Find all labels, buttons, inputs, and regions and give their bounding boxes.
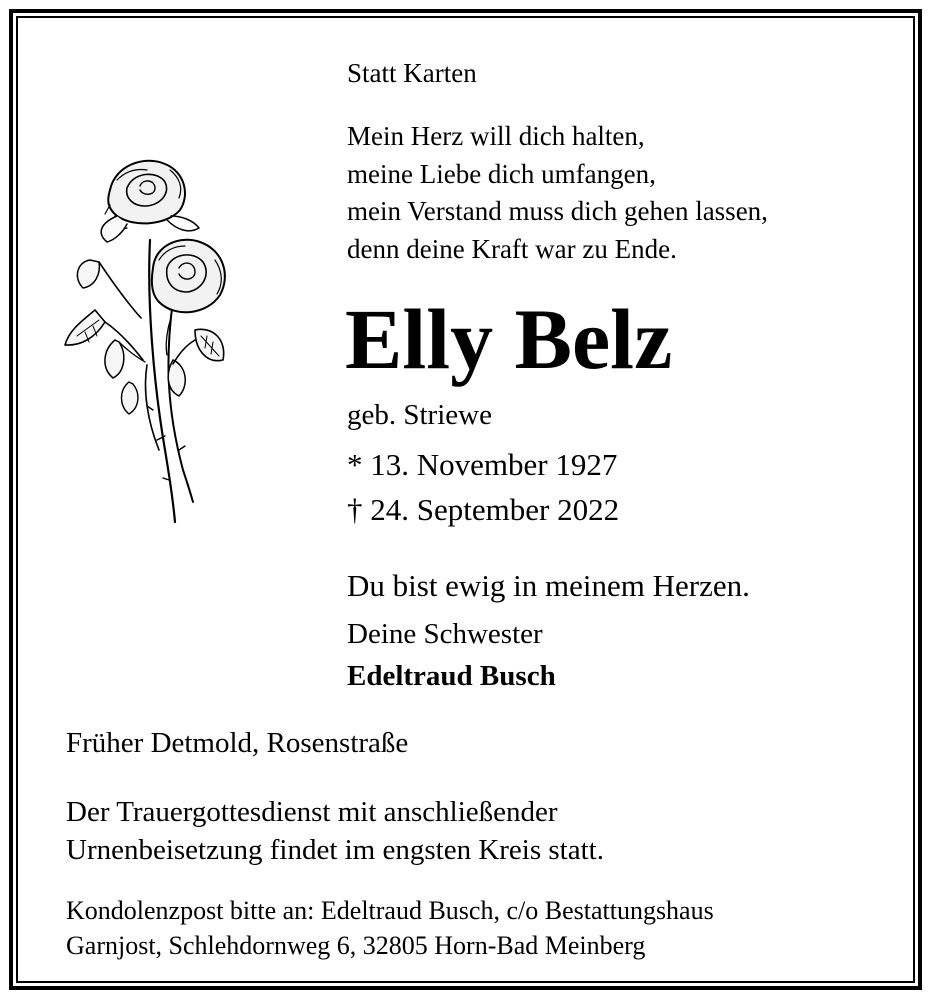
notice-header: Statt Karten	[347, 58, 477, 88]
poem-line: denn deine Kraft war zu Ende.	[347, 233, 677, 264]
poem-line: Mein Herz will dich halten,	[347, 121, 645, 151]
poem	[347, 118, 867, 268]
service-line: Der Trauergottesdienst mit anschließender	[66, 796, 558, 828]
birth-name: geb. Striewe	[347, 399, 492, 431]
rose-illustration	[55, 150, 240, 530]
service-line: Urnenbeisetzung findet im engsten Kreis statt.	[66, 834, 604, 866]
deceased-name: Elly Belz	[345, 291, 673, 387]
death-date: † 24. September 2022	[347, 492, 620, 527]
service-info	[66, 793, 886, 869]
condolence-address	[66, 893, 886, 963]
condolence-line: Garnjost, Schlehdornweg 6, 32805 Horn-Bad Meinberg	[66, 931, 646, 960]
poem-line: mein Verstand muss dich gehen lassen,	[347, 196, 768, 226]
signature-intro: Deine Schwester	[347, 618, 543, 650]
signature-name: Edeltraud Busch	[347, 660, 556, 692]
former-address: Früher Detmold, Rosenstraße	[66, 727, 409, 759]
condolence-line: Kondolenzpost bitte an: Edeltraud Busch, c/o Bestattungshaus	[66, 896, 714, 925]
memorial-quote: Du bist ewig in meinem Herzen.	[347, 568, 750, 603]
poem-line: meine Liebe dich umfangen,	[347, 158, 656, 189]
birth-date: * 13. November 1927	[347, 447, 618, 482]
